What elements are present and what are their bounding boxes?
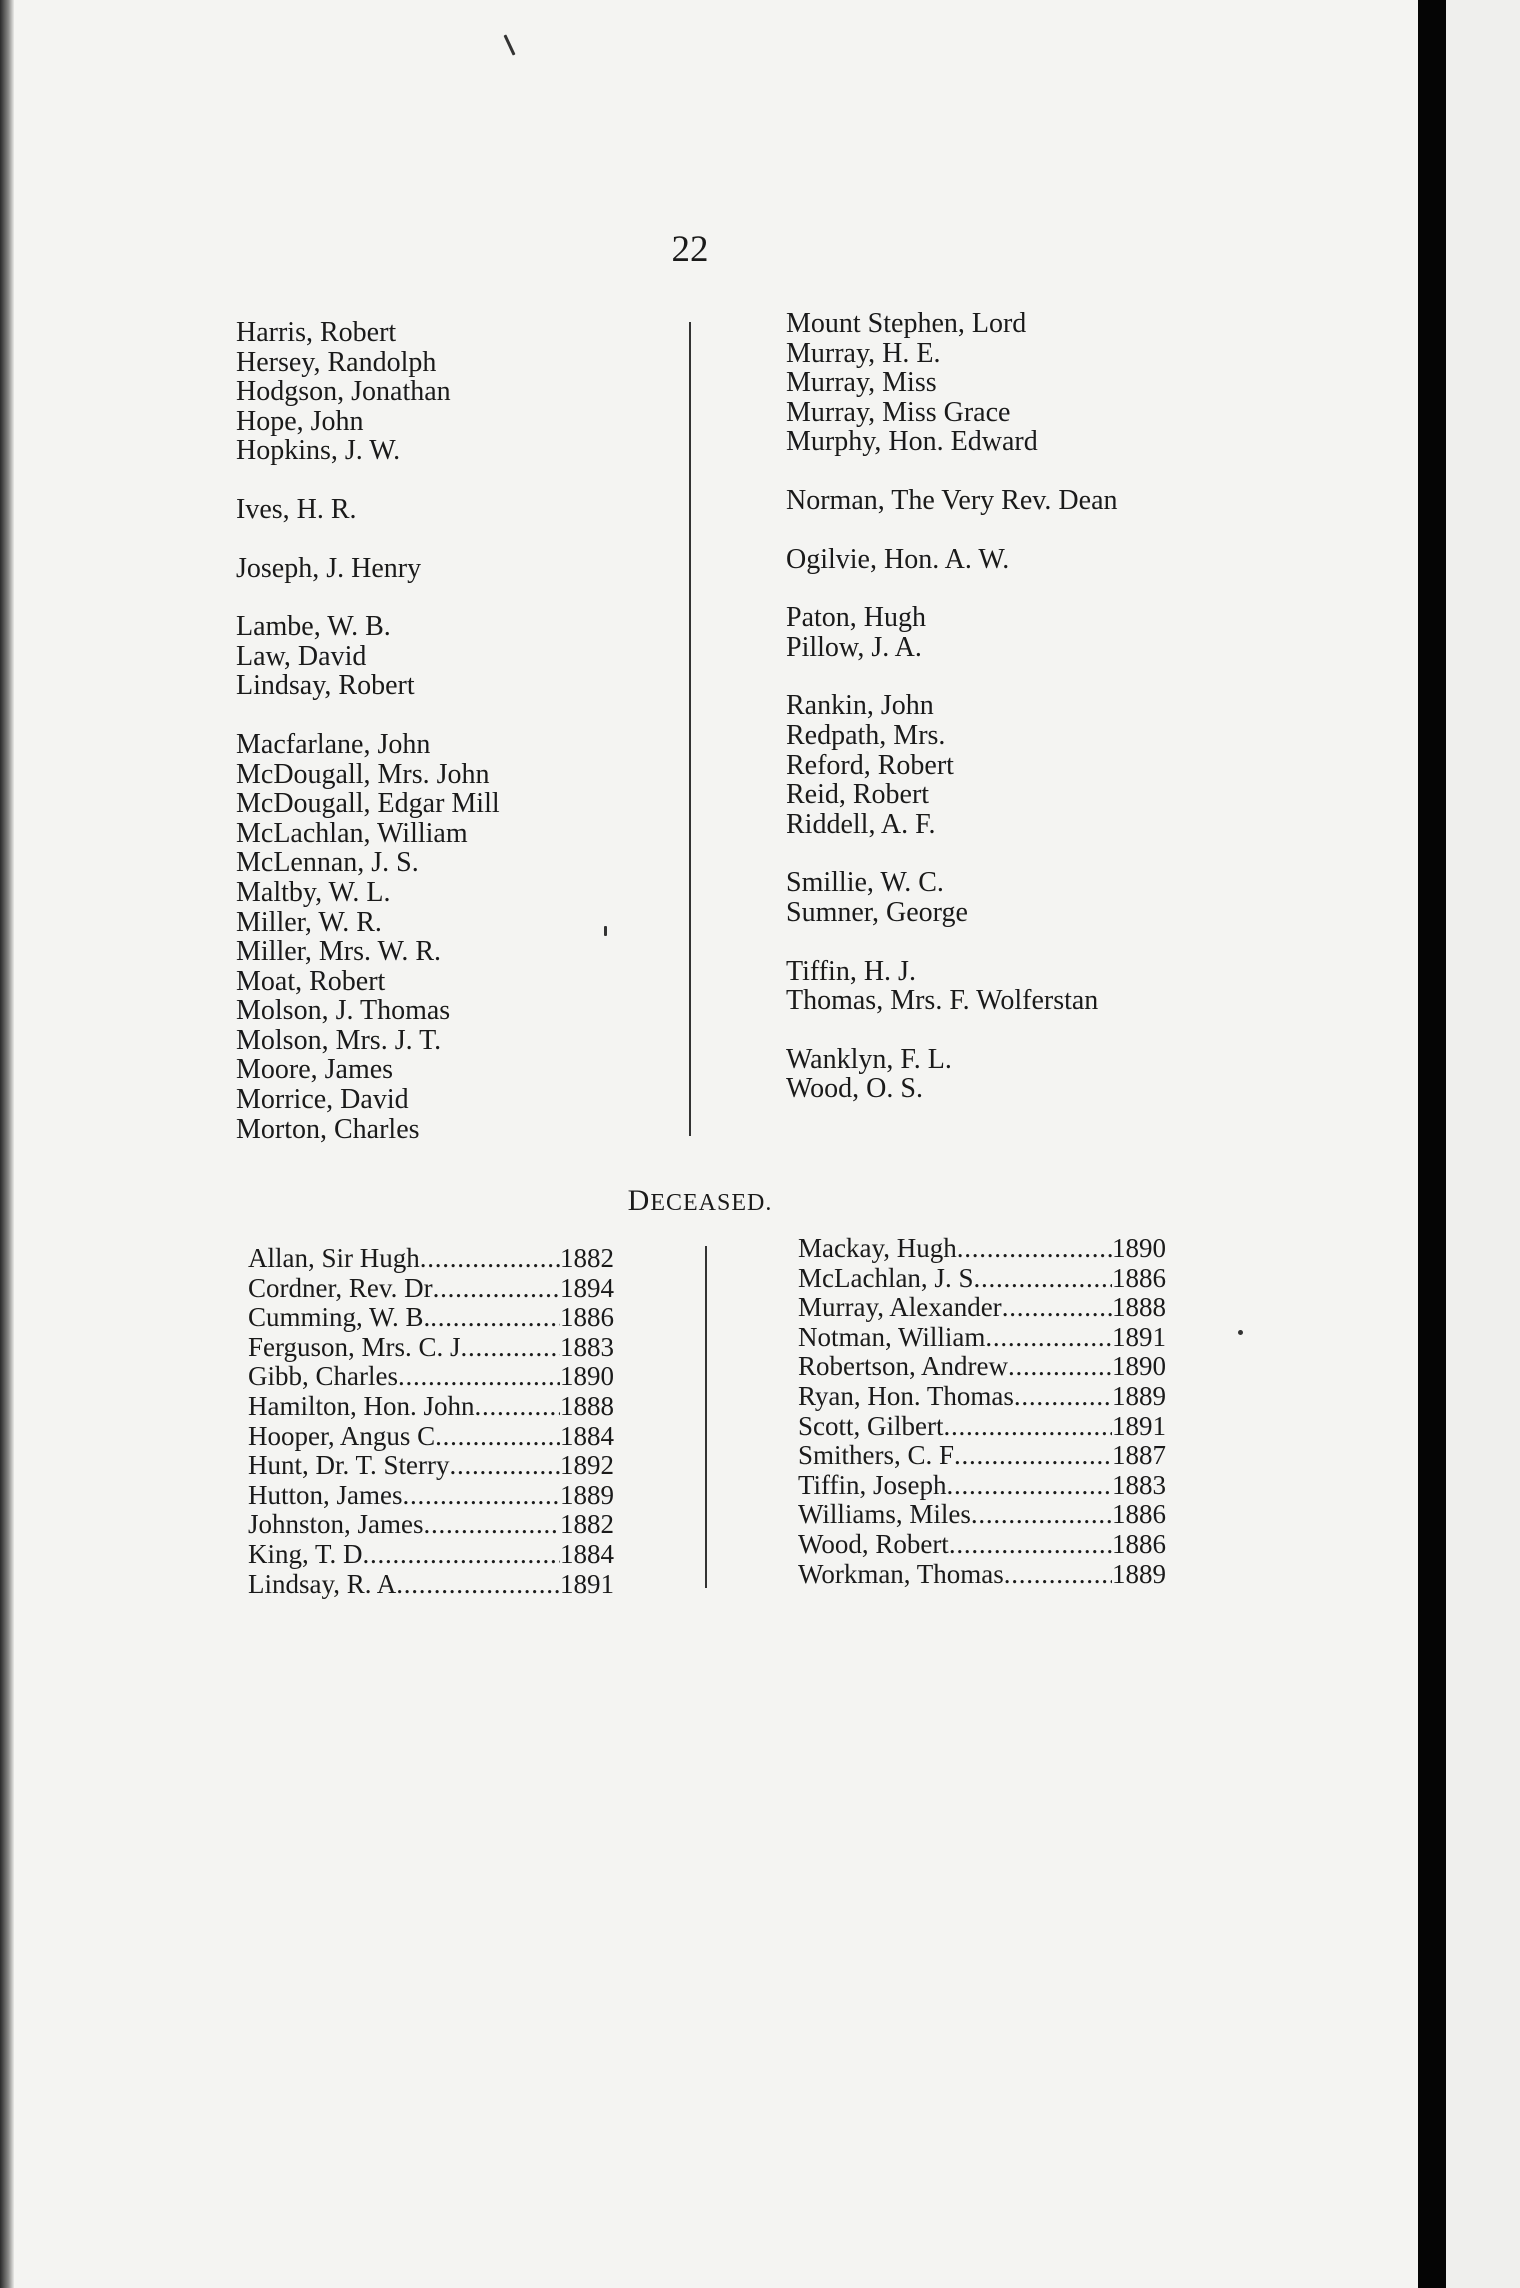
member-name: Morrice, David <box>236 1084 409 1116</box>
member-name: Murray, Miss <box>786 367 937 399</box>
member-name: Hopkins, J. W. <box>236 435 401 467</box>
leader-dots <box>957 1234 1112 1264</box>
deceased-column-right <box>798 1234 1166 1589</box>
leader-dots <box>949 1530 1112 1560</box>
deceased-name: McLachlan, J. S <box>798 1262 974 1293</box>
deceased-name: Notman, William <box>798 1321 986 1352</box>
member-name: Morton, Charles <box>236 1113 420 1145</box>
leader-dots <box>954 1441 1112 1471</box>
leader-dots <box>403 1481 561 1511</box>
member-group <box>786 309 1246 457</box>
deceased-name: Williams, Miles <box>798 1499 971 1530</box>
deceased-year: 1890 <box>1112 1351 1166 1382</box>
leader-dots <box>1004 1560 1112 1590</box>
deceased-year: 1890 <box>1112 1233 1166 1263</box>
deceased-year: 1886 <box>1112 1499 1166 1530</box>
member-name: McDougall, Edgar Mill <box>236 788 500 820</box>
leader-dots <box>973 1264 1112 1294</box>
deceased-name: Scott, Gilbert <box>798 1410 944 1441</box>
member-group <box>786 691 1246 839</box>
deceased-name: Hooper, Angus C <box>248 1420 436 1451</box>
leader-dots <box>475 1392 561 1422</box>
member-group <box>786 1045 1246 1104</box>
member-name: Law, David <box>236 640 367 672</box>
leader-dots <box>1014 1382 1112 1412</box>
deceased-entry <box>798 1293 1166 1323</box>
member-name: Wood, O. S. <box>786 1073 923 1105</box>
leader-dots <box>461 1333 560 1363</box>
member-name: Ogilvie, Hon. A. W. <box>786 543 1010 575</box>
member-group <box>236 495 656 525</box>
deceased-name: Robertson, Andrew <box>798 1351 1008 1382</box>
deceased-year: 1891 <box>1112 1321 1166 1352</box>
member-name: Reid, Robert <box>786 779 930 811</box>
deceased-entry <box>248 1333 614 1363</box>
deceased-entry <box>798 1323 1166 1353</box>
member-name: Miller, Mrs. W. R. <box>236 936 442 968</box>
column-divider-bottom <box>705 1246 707 1588</box>
member-name: Harris, Robert <box>236 317 397 348</box>
member-name: Smillie, W. C. <box>786 867 944 899</box>
deceased-entry <box>248 1392 614 1422</box>
member-name: Macfarlane, John <box>236 728 431 760</box>
deceased-entry <box>248 1274 614 1304</box>
deceased-name: Gibb, Charles <box>248 1361 398 1392</box>
deceased-heading-text: DECEASED. <box>627 1184 773 1217</box>
leader-dots <box>363 1540 561 1570</box>
member-name: McDougall, Mrs. John <box>236 758 490 790</box>
deceased-column-left <box>248 1244 614 1599</box>
leader-dots <box>433 1274 560 1304</box>
deceased-entry <box>798 1352 1166 1382</box>
member-name: Molson, Mrs. J. T. <box>236 1024 442 1056</box>
member-name: McLachlan, William <box>236 817 468 849</box>
deceased-year: 1890 <box>560 1361 614 1392</box>
deceased-entry <box>798 1441 1166 1471</box>
member-name: Hope, John <box>236 405 364 437</box>
deceased-year: 1883 <box>1112 1469 1166 1500</box>
leader-dots <box>430 1303 560 1333</box>
deceased-year: 1886 <box>560 1302 614 1333</box>
member-group <box>236 554 656 584</box>
deceased-entry <box>798 1530 1166 1560</box>
member-group <box>786 868 1246 927</box>
deceased-name: Allan, Sir Hugh <box>248 1243 420 1273</box>
leader-dots <box>985 1323 1112 1353</box>
member-name: Sumner, George <box>786 896 968 928</box>
member-group <box>236 612 656 701</box>
member-name: Pillow, J. A. <box>786 631 922 663</box>
deceased-entry <box>248 1303 614 1333</box>
leader-dots <box>450 1451 561 1481</box>
leader-dots <box>398 1362 560 1392</box>
deceased-year: 1884 <box>560 1538 614 1569</box>
leader-dots <box>396 1570 560 1600</box>
deceased-entry <box>248 1510 614 1540</box>
leader-dots <box>420 1244 560 1274</box>
member-name: Tiffin, H. J. <box>786 955 916 987</box>
members-column-left <box>236 318 656 1173</box>
member-name: Redpath, Mrs. <box>786 719 946 751</box>
deceased-name: King, T. D <box>248 1538 363 1569</box>
leader-dots <box>435 1422 560 1452</box>
deceased-year: 1888 <box>1112 1292 1166 1323</box>
adjacent-page-edge <box>1446 0 1520 2288</box>
deceased-name: Lindsay, R. A <box>248 1568 397 1599</box>
page-edge-shadow <box>1418 0 1446 2288</box>
scan-speck <box>503 34 515 55</box>
deceased-name: Hunt, Dr. T. Sterry <box>248 1450 450 1481</box>
leader-dots <box>1002 1293 1112 1323</box>
deceased-name: Murray, Alexander <box>798 1292 1002 1323</box>
deceased-year: 1887 <box>1112 1440 1166 1471</box>
member-name: Joseph, J. Henry <box>236 552 422 584</box>
leader-dots <box>947 1471 1112 1501</box>
deceased-name: Cordner, Rev. Dr <box>248 1272 433 1303</box>
deceased-name: Workman, Thomas <box>798 1558 1004 1589</box>
member-name: Riddell, A. F. <box>786 808 936 840</box>
deceased-year: 1891 <box>1112 1410 1166 1441</box>
member-group <box>236 318 656 466</box>
member-name: Paton, Hugh <box>786 602 926 634</box>
deceased-entry <box>248 1362 614 1392</box>
deceased-year: 1886 <box>1112 1262 1166 1293</box>
scan-speck <box>604 926 607 936</box>
deceased-entry <box>248 1570 614 1600</box>
column-divider-top <box>689 322 691 1136</box>
member-name: Maltby, W. L. <box>236 876 391 908</box>
member-name: Hodgson, Jonathan <box>236 376 451 408</box>
deceased-entry <box>798 1560 1166 1590</box>
member-name: Thomas, Mrs. F. Wolferstan <box>786 985 1099 1017</box>
deceased-name: Cumming, W. B. <box>248 1302 431 1333</box>
leader-dots <box>424 1510 561 1540</box>
deceased-year: 1889 <box>1112 1558 1166 1589</box>
deceased-entry <box>248 1244 614 1274</box>
member-name: Rankin, John <box>786 690 934 722</box>
deceased-entry <box>798 1234 1166 1264</box>
deceased-entry <box>248 1540 614 1570</box>
member-group <box>786 603 1246 662</box>
member-group <box>236 730 656 1144</box>
deceased-year: 1886 <box>1112 1528 1166 1559</box>
deceased-entry <box>798 1382 1166 1412</box>
deceased-year: 1883 <box>560 1331 614 1362</box>
deceased-year: 1889 <box>1112 1380 1166 1411</box>
deceased-name: Hutton, James <box>248 1479 403 1510</box>
deceased-year: 1892 <box>560 1450 614 1481</box>
member-name: Moore, James <box>236 1054 394 1086</box>
member-name: Mount Stephen, Lord <box>786 308 1027 339</box>
member-name: Lambe, W. B. <box>236 611 391 643</box>
deceased-year: 1888 <box>560 1390 614 1421</box>
deceased-name: Johnston, James <box>248 1509 424 1540</box>
member-name: Murray, Miss Grace <box>786 396 1011 428</box>
deceased-entry <box>248 1422 614 1452</box>
deceased-entry <box>248 1481 614 1511</box>
deceased-name: Tiffin, Joseph <box>798 1469 947 1500</box>
member-group <box>786 486 1246 516</box>
deceased-name: Smithers, C. F <box>798 1440 955 1471</box>
members-column-right <box>786 309 1246 1133</box>
member-name: Wanklyn, F. L. <box>786 1043 952 1075</box>
deceased-entry <box>798 1500 1166 1530</box>
deceased-entry <box>798 1412 1166 1442</box>
member-group <box>786 545 1246 575</box>
member-name: Ives, H. R. <box>236 493 357 525</box>
deceased-entry <box>798 1264 1166 1294</box>
deceased-name: Mackay, Hugh <box>798 1233 957 1263</box>
member-name: Lindsay, Robert <box>236 670 415 702</box>
member-name: Molson, J. Thomas <box>236 995 451 1027</box>
deceased-heading <box>0 1184 1400 1218</box>
member-name: Reford, Robert <box>786 749 954 781</box>
member-name: McLennan, J. S. <box>236 847 419 879</box>
page-number: 22 <box>671 229 709 270</box>
leader-dots <box>971 1500 1112 1530</box>
member-name: Murray, H. E. <box>786 337 941 369</box>
deceased-name: Wood, Robert <box>798 1528 949 1559</box>
page-gutter-edge <box>0 0 14 2288</box>
deceased-year: 1884 <box>560 1420 614 1451</box>
deceased-entry <box>248 1451 614 1481</box>
deceased-name: Ryan, Hon. Thomas <box>798 1380 1014 1411</box>
deceased-year: 1882 <box>560 1243 614 1273</box>
deceased-name: Hamilton, Hon. John <box>248 1390 475 1421</box>
member-name: Norman, The Very Rev. Dean <box>786 484 1118 516</box>
deceased-year: 1889 <box>560 1479 614 1510</box>
member-name: Hersey, Randolph <box>236 346 437 378</box>
scan-speck <box>1238 1330 1243 1335</box>
leader-dots <box>1008 1352 1112 1382</box>
deceased-year: 1894 <box>560 1272 614 1303</box>
leader-dots <box>943 1412 1112 1442</box>
deceased-entry <box>798 1471 1166 1501</box>
deceased-year: 1891 <box>560 1568 614 1599</box>
member-name: Moat, Robert <box>236 965 386 997</box>
deceased-name: Ferguson, Mrs. C. J <box>248 1331 461 1362</box>
deceased-year: 1882 <box>560 1509 614 1540</box>
member-name: Murphy, Hon. Edward <box>786 426 1038 458</box>
member-group <box>786 957 1246 1016</box>
member-name: Miller, W. R. <box>236 906 382 938</box>
